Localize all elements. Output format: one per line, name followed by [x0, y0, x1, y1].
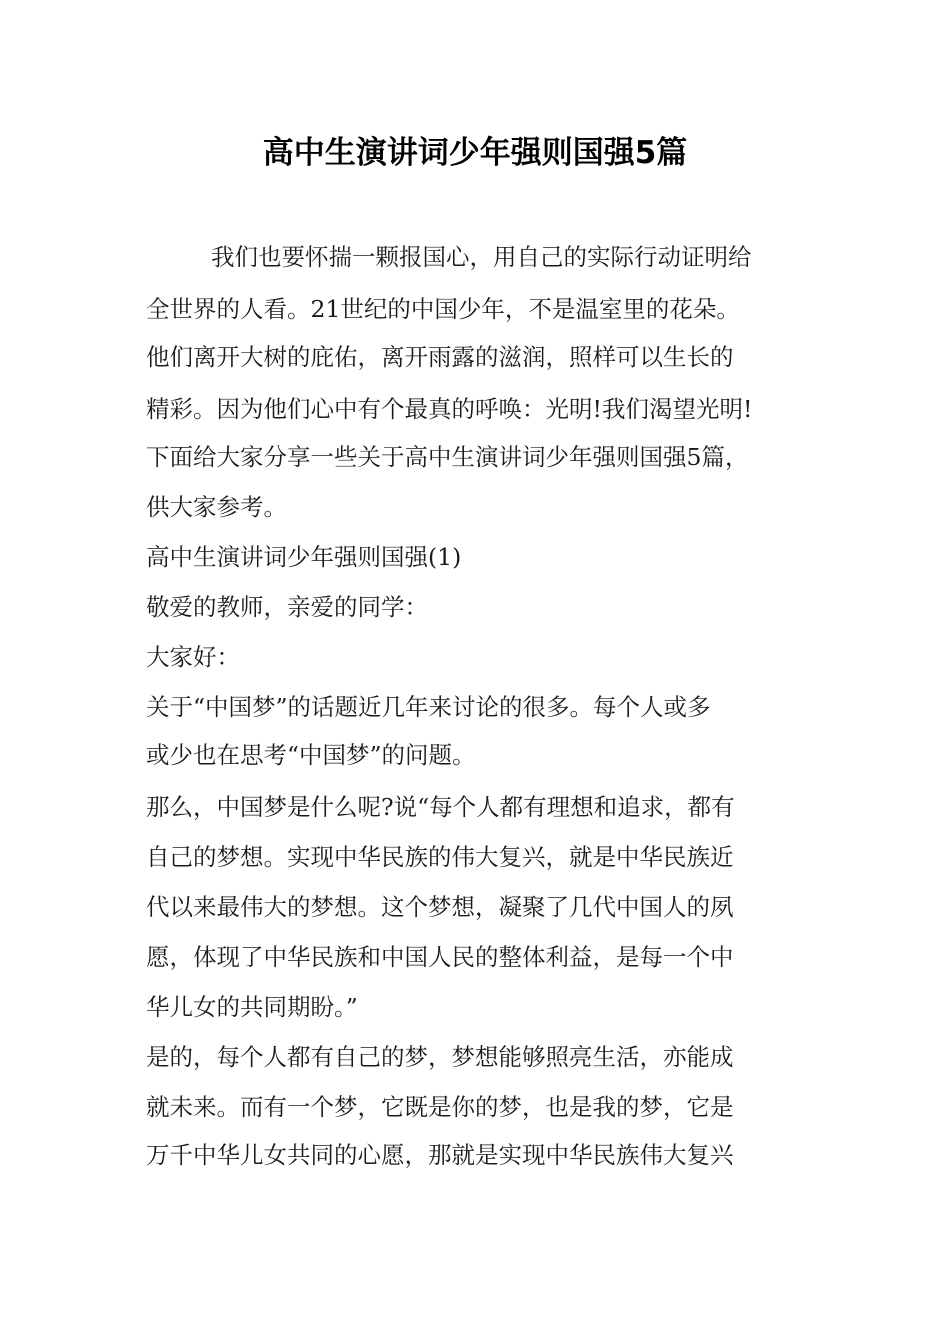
document-title: 高中生演讲词少年强则国强5篇 [262, 135, 688, 171]
paragraph-line: 供大家参考。 [146, 493, 287, 521]
paragraph-line: 华儿女的共同期盼。” [146, 993, 358, 1021]
paragraph-line: 就未来。而有一个梦，它既是你的梦，也是我的梦，它是 [146, 1093, 734, 1121]
greeting-line: 大家好： [146, 643, 240, 671]
paragraph-line: 或少也在思考“中国梦”的问题。 [146, 741, 476, 769]
paragraph-line: 下面给大家分享一些关于高中生演讲词少年强则国强5篇， [146, 443, 749, 471]
paragraph-line: 关于“中国梦”的话题近几年来讨论的很多。每个人或多 [146, 693, 711, 721]
paragraph-line: 万千中华儿女共同的心愿，那就是实现中华民族伟大复兴 [146, 1141, 734, 1169]
paragraph-line: 愿，体现了中华民族和中国人民的整体利益，是每一个中 [146, 943, 734, 971]
paragraph-line: 全世界的人看。21世纪的中国少年，不是温室里的花朵。 [146, 295, 740, 323]
paragraph-line: 代以来最伟大的梦想。这个梦想，凝聚了几代中国人的夙 [146, 893, 734, 921]
paragraph-line: 自己的梦想。实现中华民族的伟大复兴，就是中华民族近 [146, 843, 734, 871]
paragraph-line: 那么，中国梦是什么呢?说“每个人都有理想和追求，都有 [146, 793, 735, 821]
paragraph-line: 是的，每个人都有自己的梦，梦想能够照亮生活，亦能成 [146, 1043, 734, 1071]
paragraph-line: 他们离开大树的庇佑，离开雨露的滋润，照样可以生长的 [146, 343, 734, 371]
salutation-line: 敬爱的教师，亲爱的同学： [146, 593, 428, 621]
paragraph-line: 我们也要怀揣一颗报国心，用自己的实际行动证明给 [211, 243, 752, 271]
section-heading: 高中生演讲词少年强则国强(1) [146, 543, 462, 571]
paragraph-line: 精彩。因为他们心中有个最真的呼唤：光明!我们渴望光明! [146, 395, 753, 423]
